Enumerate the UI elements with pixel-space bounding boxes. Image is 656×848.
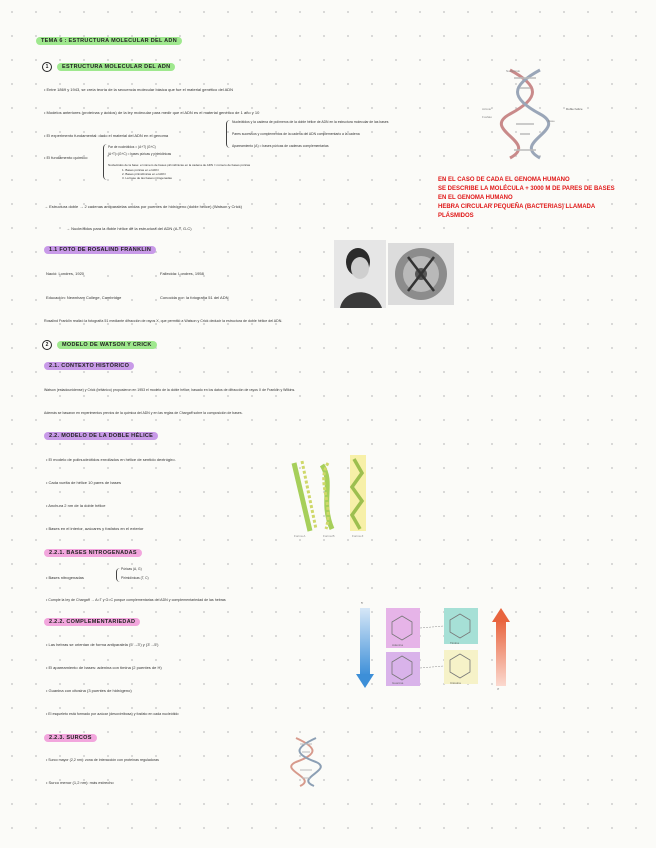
figure-label: Guanina	[392, 681, 404, 685]
double-helix-grooves-illustration	[286, 736, 328, 788]
dna-structure-figure	[480, 66, 590, 162]
note-line: • El experimento fundamental: dado el material del ADN en el genoma	[44, 133, 169, 138]
section-1-1-title: 1.1 FOTO DE ROSALIND FRANKLIN	[44, 246, 156, 254]
red-note-line: SE DESCRIBE LA MOLÉCULA + 3000 M DE PARES DE BASES	[438, 186, 615, 192]
figure-label: Nucleótido	[506, 69, 521, 73]
base-pairing-illustration	[356, 604, 516, 690]
dna-helix-illustration	[480, 66, 590, 162]
bullet-item: • Surco mayor (2,2 nm): zona de interacción con proteínas reguladoras	[46, 758, 159, 762]
bio-line: Educación: Newnham College, Cambridge	[46, 295, 122, 300]
note-subline: Pirimidínicas (T, C)	[121, 576, 149, 580]
red-note-line: PLÁSMIDOS	[438, 213, 474, 219]
figure-label: Forma B	[323, 534, 335, 538]
figure-label: Forma Z	[352, 534, 364, 538]
note-subline: (A+T)=(G+C) = bases púricas y pirimidínicas	[108, 152, 172, 156]
section-number: 2	[42, 340, 52, 350]
figure-label: Fosfato	[482, 115, 493, 119]
note-line: Rosalind Franklin realizó la fotografía 51 mediante difracción de rayos X, que permitió a Watson y Crick deducir la estructura de doble hélice del ADN.	[44, 319, 283, 323]
note-line: • Modelos anteriores (proteínas y ácidos) de la ley molecular para medir que el ADN es el material genético de 1 año y 10	[44, 110, 260, 115]
photo-51-xray	[388, 243, 454, 305]
note-subline: Pares sucesivos y complementos de la cadena del ADN complementario a la cadena	[232, 132, 360, 136]
note-subline: 1. Bases púricas en el ADN	[122, 168, 159, 172]
base-pairing-figure	[356, 601, 516, 691]
section-2-2-2-title: 2.2.2. COMPLEMENTARIEDAD	[44, 618, 140, 626]
bullet-item: • Cada vuelta de hélice 10 pares de bases	[46, 480, 122, 485]
bullet-item: • Anchura 2 nm de la doble hélice	[46, 503, 106, 508]
brace	[226, 120, 231, 148]
figure-label: Azúcar	[482, 107, 492, 111]
bullet-item: • Cumple la ley de Chargaff → A=T y G=C porque complementarias del ADN y complementariedad de las hebras	[46, 598, 226, 602]
figure-label: Forma A	[294, 534, 306, 538]
note-subline: Par de nucleótidos = (A+T) (G+C)	[108, 145, 156, 149]
portrait-illustration	[334, 240, 386, 308]
rosalind-franklin-photo	[334, 240, 386, 308]
note-line: → Estructura doble → 2 cadenas antiparalelas unidas por puentes de hidrógeno (doble hélice) (Watson y Crick)	[44, 204, 242, 209]
bullet-item: • Guanina con citosina (3 puentes de hidrógeno)	[46, 688, 132, 693]
helix-forms-illustration	[290, 453, 376, 543]
figure-label: Base	[548, 119, 555, 123]
figure-label: Citosina	[450, 681, 461, 685]
note-subline: Púricas (A, G)	[121, 567, 142, 571]
note-subline: 3. La base de las bases nitrogenadas	[122, 176, 172, 180]
figure-label: Adenina	[392, 643, 404, 647]
note-line: • Entre 1869 y 1943, se creía teoría de la secuencia molecular básica que fue el material genético del ADN	[44, 87, 234, 92]
bullet-item: • Las hebras se orientan de forma antiparalela (5'→3') y (3'→5')	[46, 642, 159, 647]
bio-line: Conocida por: la fotografía 51 del ADN	[160, 295, 229, 300]
bio-line: Fallecida: Londres, 1958	[160, 271, 204, 276]
dna-forms-figure	[290, 453, 376, 543]
note-subline: Nucleótidos de la base: el número de bases pirimidínicas en la cadena de ADN = número de bases púricas	[108, 163, 251, 167]
figure-label: 5'	[361, 601, 364, 605]
note-line: → Nucleótidos para la doble hélice de la estructura del ADN (A-T, G-C)	[66, 226, 192, 231]
bullet-item: • El modelo de polinucleótidos enrollados en hélice de sentido dextrógiro.	[46, 457, 176, 462]
section-2-title: MODELO DE WATSON Y CRICK	[57, 341, 157, 349]
red-handwritten-note	[438, 176, 615, 221]
section-number: 1	[42, 62, 52, 72]
section-2-heading	[42, 340, 157, 350]
diffraction-pattern-illustration	[388, 243, 454, 305]
section-1-title: ESTRUCTURA MOLECULAR DEL ADN	[57, 63, 175, 71]
red-note-line: EN EL CASO DE CADA EL GENOMA HUMANO	[438, 177, 570, 183]
bullet-item: • El apareamiento de bases: adenina con timina (2 puentes de H)	[46, 665, 162, 670]
note-line: • El fundamento químico	[44, 155, 88, 160]
section-2-2-1-title: 2.2.1. BASES NITROGENADAS	[44, 549, 142, 557]
bullet-item: • Surco menor (1,2 nm): más estrecho	[46, 780, 114, 785]
bullet-item: • El esqueleto está formado por azúcar (desoxirribosa) y fosfato en cada nucleótido	[46, 712, 179, 716]
section-2-2-title: 2.2. MODELO DE LA DOBLE HÉLICE	[44, 432, 158, 440]
bullet-item: • Bases en el interior, azúcares y fosfatos en el exterior	[46, 526, 144, 531]
red-note-line: EN EL GENOMA HUMANO	[438, 195, 513, 201]
red-note-line: HEBRA CIRCULAR PEQUEÑA (BACTERIAS) LLAMADA	[438, 204, 596, 210]
bio-line: Nació: Londres, 1920	[46, 271, 85, 276]
note-subline: Nucleótidos y la cadena de polímeros de la doble hélice de ADN en la estructura molecular de las bases	[232, 120, 389, 124]
section-1-heading	[42, 62, 175, 72]
figure-label: Doble hélice	[566, 107, 583, 111]
section-2-2-3-title: 2.2.3. SURCOS	[44, 734, 97, 742]
note-subline: 2. Bases pirimidínicas en el ADN	[122, 172, 166, 176]
page-title: TEMA 6 : ESTRUCTURA MOLECULAR DEL ADN	[36, 37, 182, 45]
note-line: Además se basaron en experimentos previos de la química del ADN y en las reglas de Chargaff sobre la composición de bases.	[44, 411, 243, 415]
section-2-1-title: 2.1. CONTEXTO HISTÓRICO	[44, 362, 134, 370]
note-subline: Apareamiento (A) = bases púricas de cadenas complementarias	[232, 144, 329, 148]
figure-label: Timina	[450, 641, 459, 645]
figure-label: 3'	[497, 687, 500, 691]
note-line: Watson (estadounidense) y Crick (británico) propusieron en 1953 el modelo de la doble hélice, basado en los datos de difracción de rayos X de Franklin y Wilkins.	[44, 388, 296, 392]
dna-grooves-figure	[286, 736, 328, 788]
bullet-item: • Bases nitrogenadas	[46, 575, 84, 580]
